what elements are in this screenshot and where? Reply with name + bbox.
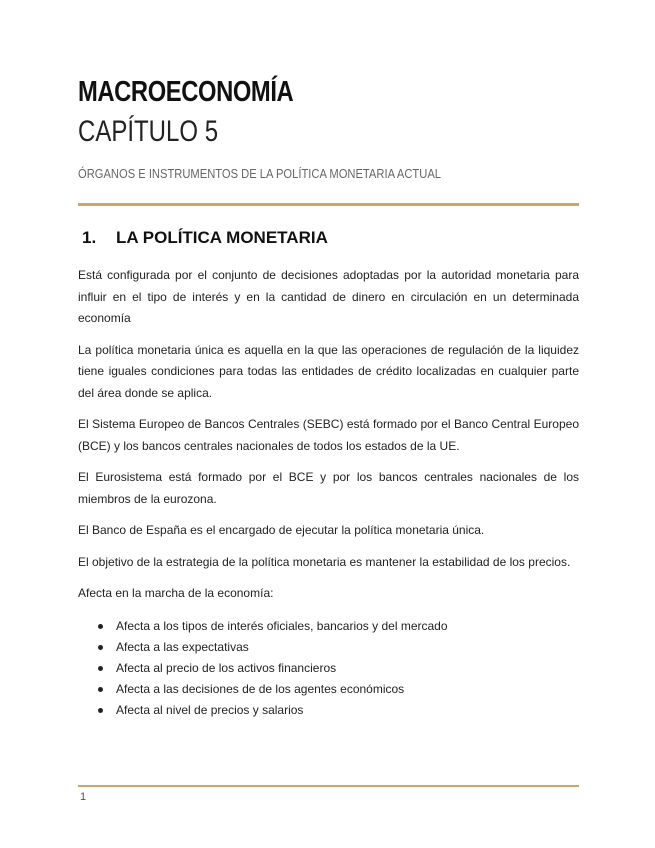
section-title: LA POLÍTICA MONETARIA xyxy=(116,228,328,247)
list-item xyxy=(78,700,579,721)
paragraph: El Eurosistema está formado por el BCE y por los bancos centrales nacionales de los miembros de la eurozona. xyxy=(78,470,579,506)
paragraph: El objetivo de la estrategia de la política monetaria es mantener la estabilidad de los precios. xyxy=(78,554,571,569)
chapter-subtitle: ÓRGANOS E INSTRUMENTOS DE LA POLÍTICA MONETARIA ACTUAL xyxy=(78,166,442,181)
paragraph: La política monetaria única es aquella en la que las operaciones de regulación de la liquidez tiene iguales condiciones para todas las entidades de crédito localizadas en cualquier parte del área donde se aplica. xyxy=(78,342,579,400)
bullet-icon xyxy=(98,666,103,671)
list-item xyxy=(78,616,579,637)
bullet-icon xyxy=(98,624,103,629)
list-item xyxy=(78,658,579,679)
section-number: 1. xyxy=(82,228,97,247)
document-title: MACROECONOMÍA xyxy=(78,76,294,108)
paragraph: Está configurada por el conjunto de decisiones adoptadas por la autoridad monetaria para influir en el tipo de interés y en la cantidad de dinero en circulación en un determinada economía xyxy=(78,268,579,325)
list-item-text: Afecta a las expectativas xyxy=(116,639,249,654)
body-text xyxy=(78,265,579,721)
bullet-list xyxy=(78,616,579,721)
list-item-text: Afecta al nivel de precios y salarios xyxy=(116,702,304,717)
footer-divider xyxy=(78,785,579,787)
bullet-icon xyxy=(98,687,103,692)
header-divider xyxy=(78,203,579,206)
paragraph: El Banco de España es el encargado de ejecutar la política monetaria única. xyxy=(78,523,485,537)
chapter-title: CAPÍTULO 5 xyxy=(78,115,219,148)
page-number: 1 xyxy=(80,791,87,803)
section-heading xyxy=(82,228,328,248)
list-item-text: Afecta a las decisiones de de los agentes económicos xyxy=(116,681,405,696)
bullet-icon xyxy=(98,708,103,713)
list-item-text: Afecta a los tipos de interés oficiales, bancarios y del mercado xyxy=(116,618,448,633)
list-item-text: Afecta al precio de los activos financieros xyxy=(116,660,337,675)
bullet-icon xyxy=(98,645,103,650)
list-item xyxy=(78,637,579,658)
paragraph: Afecta en la marcha de la economía: xyxy=(78,586,274,600)
list-item xyxy=(78,679,579,700)
paragraph: El Sistema Europeo de Bancos Centrales (SEBC) está formado por el Banco Central Europeo (BCE) y los bancos centrales nacionales de todos los estados de la UE. xyxy=(78,417,579,453)
